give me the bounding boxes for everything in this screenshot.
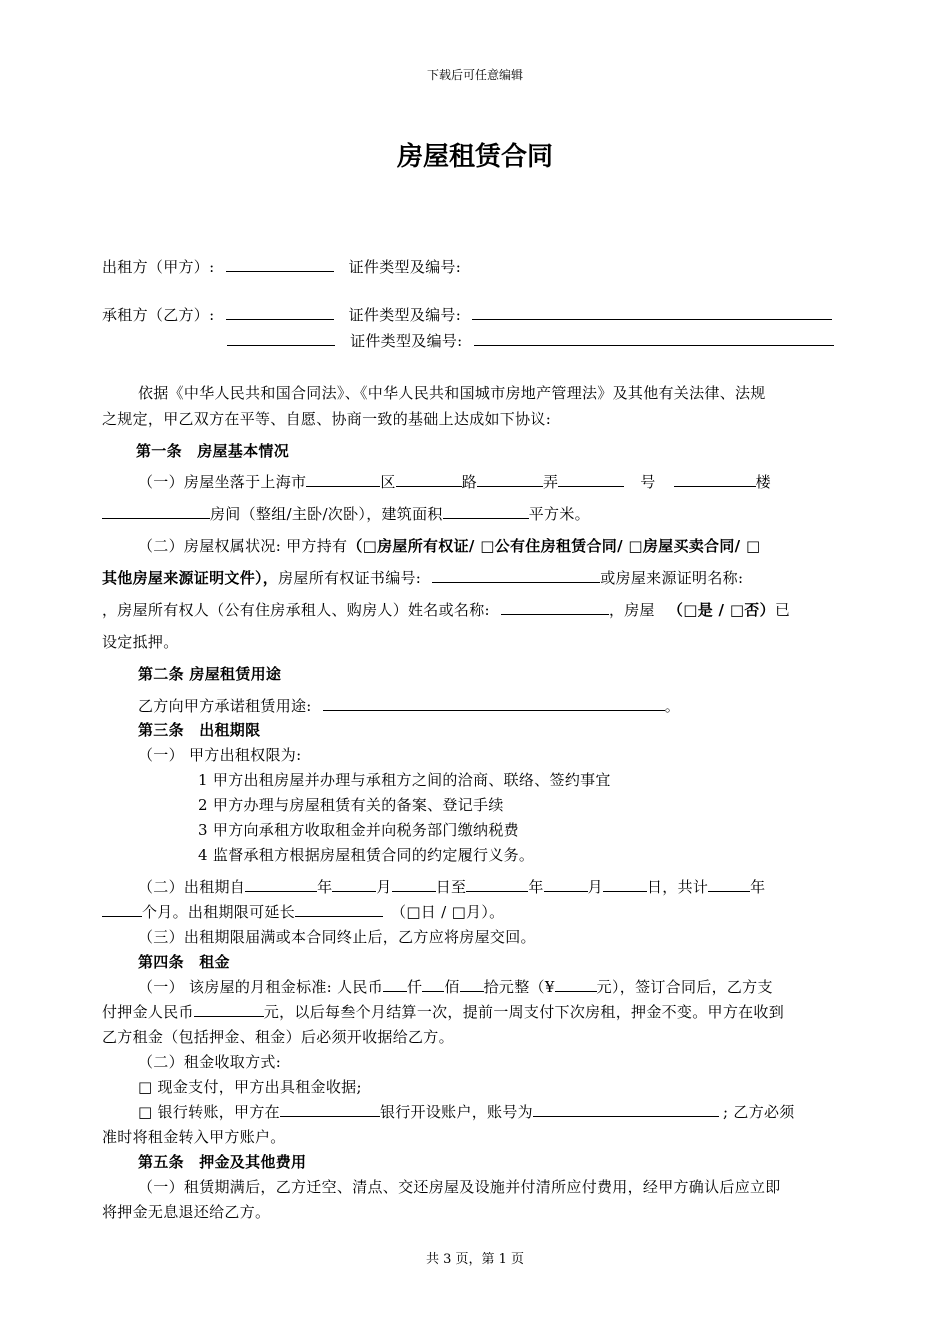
amount-blank [555, 978, 597, 992]
art4-p1-line1 [138, 976, 773, 997]
art1-p1 [138, 471, 771, 492]
text: 年 [317, 878, 333, 896]
text: 已 [774, 601, 791, 619]
lessee-id-blank [472, 306, 832, 320]
article-5-heading: 第五条 押金及其他费用 [138, 1153, 307, 1171]
usage-blank [323, 697, 665, 711]
lessee2-id-label: 证件类型及编号: [350, 332, 463, 350]
lessee2-blank [227, 332, 335, 346]
art4-opt2b: 准时将租金转入甲方账户。 [102, 1128, 286, 1146]
text: 元，以后每叁个月结算一次，提前一周支付下次房租，押金不变。甲方在收到 [263, 1003, 785, 1021]
text: 付押金人民币 [102, 1003, 194, 1021]
text: （□日 / □月）。 [391, 903, 505, 921]
text: □ 银行转账，甲方在 [138, 1103, 280, 1121]
text: 区 [380, 473, 396, 491]
text: 。 [664, 697, 681, 715]
district-blank [306, 473, 380, 487]
bank-blank [280, 1103, 380, 1117]
article-1-heading: 第一条 房屋基本情况 [136, 442, 290, 460]
intro-line1: 依据《中华人民共和国合同法》、《中华人民共和国城市房地产管理法》及其他有关法律、法规 [138, 384, 766, 402]
text: （□是 / □否） [667, 601, 775, 619]
art3-sub3: （三）出租期限届满或本合同终止后，乙方应将房屋交回。 [138, 928, 536, 946]
lessee-blank [226, 306, 334, 320]
deposit-blank [194, 1003, 264, 1017]
art4-p1-line2 [102, 1001, 784, 1022]
text: 元），签订合同后，乙方支 [596, 978, 773, 996]
text: 房屋所有权证书编号: [278, 569, 422, 587]
art5-line1: （一）租赁期满后，乙方迁空、清点、交还房屋及设施并付清所应付费用，经甲方确认后应立即 [138, 1178, 781, 1196]
text: ，房屋 [608, 601, 655, 619]
ten-blank [460, 978, 484, 992]
text: （□房屋所有权证/ □公有住房租赁合同/ □房屋买卖合同/ □ [347, 537, 761, 555]
cert-no-blank [432, 569, 600, 583]
text: 拾元整（¥ [483, 978, 555, 996]
lessor-label: 出租方（甲方）: [102, 258, 215, 276]
owner-blank [501, 601, 609, 615]
art1-p2-line1 [138, 535, 760, 556]
page-footer: 共 3 页，第 1 页 [425, 1252, 525, 1267]
art3-item: 2 甲方办理与房屋租赁有关的备案、登记手续 [198, 796, 504, 814]
art4-p1-line3: 乙方租金（包括押金、租金）后必须开收据给乙方。 [102, 1028, 454, 1046]
floor-blank [674, 473, 756, 487]
end-day-blank [603, 878, 647, 892]
text: 银行开设账户，账号为 [379, 1103, 533, 1121]
text: 月 [376, 878, 392, 896]
text: 年 [750, 878, 766, 896]
art1-p1b [102, 503, 590, 524]
lessee2-line [227, 330, 834, 351]
lessor-id-label: 证件类型及编号: [348, 258, 462, 276]
text: 房间（整组/主卧/次卧），建筑面积 [210, 505, 443, 523]
art5-line2: 将押金无息退还给乙方。 [102, 1203, 271, 1221]
header-note: 下载后可任意编辑 [426, 68, 523, 82]
text: 平方米。 [528, 505, 590, 523]
art1-p2-line3 [102, 599, 790, 620]
start-year-blank [245, 878, 317, 892]
start-day-blank [392, 878, 436, 892]
text: （二）出租期自 [138, 878, 246, 896]
lessee-label: 承租方（乙方）: [102, 306, 215, 324]
area-blank [443, 505, 529, 519]
art3-sub1: （一） 甲方出租权限为: [138, 746, 302, 764]
lane-blank [477, 473, 543, 487]
start-month-blank [332, 878, 376, 892]
extend-blank [295, 903, 383, 917]
article-3-heading: 第三条 出租期限 [138, 721, 261, 739]
text: 弄 [542, 473, 559, 491]
text: ，房屋所有权人（公有住房承租人、购房人）姓名或名称: [102, 601, 490, 619]
hundred-blank [422, 978, 444, 992]
text: 其他房屋来源证明文件）， [102, 569, 279, 587]
road-blank [396, 473, 462, 487]
art3-sub2b [102, 901, 504, 922]
art2-line [138, 695, 680, 716]
account-blank [533, 1103, 719, 1117]
room-blank [102, 505, 210, 519]
intro-line2: 之规定，甲乙双方在平等、自愿、协商一致的基础上达成如下协议: [102, 410, 552, 428]
art3-sub2 [138, 876, 765, 897]
art4-opt1: □ 现金支付，甲方出具租金收据; [138, 1078, 362, 1096]
no-blank [558, 473, 624, 487]
art4-p2: （二）租金收取方式: [138, 1053, 282, 1071]
lessor-blank [226, 258, 334, 272]
art1-p2-line2 [102, 567, 743, 588]
article-2-heading: 第二条 房屋租赁用途 [138, 665, 282, 683]
text: （一）房屋坐落于上海市 [138, 473, 307, 491]
thousand-blank [383, 978, 407, 992]
text: 日，共计 [646, 878, 709, 896]
text: 佰 [444, 978, 460, 996]
lessee-id-label: 证件类型及编号: [348, 306, 462, 324]
text: 个月。出租期限可延长 [142, 903, 296, 921]
art1-p2-line4: 设定抵押。 [102, 633, 179, 651]
total-month-blank [102, 903, 142, 917]
end-year-blank [466, 878, 528, 892]
text: 乙方向甲方承诺租赁用途: [138, 697, 312, 715]
document-title: 房屋租赁合同 [396, 142, 553, 172]
art3-item: 3 甲方向承租方收取租金并向税务部门缴纳税费 [198, 821, 519, 839]
lessee2-id-blank [474, 332, 834, 346]
art3-item: 1 甲方出租房屋并办理与承租方之间的洽商、联络、签约事宜 [198, 771, 611, 789]
text: （二）房屋权属状况: 甲方持有 [138, 537, 348, 555]
text: 年 [528, 878, 544, 896]
text: 路 [461, 473, 477, 491]
lessee-line [102, 304, 832, 325]
text: 日至 [435, 878, 467, 896]
text: 或房屋来源证明名称: [600, 569, 744, 587]
art4-opt2 [138, 1101, 795, 1122]
text: 仟 [407, 978, 423, 996]
art3-item: 4 监督承租方根据房屋租赁合同的约定履行义务。 [198, 846, 535, 864]
end-month-blank [544, 878, 588, 892]
article-4-heading: 第四条 租金 [138, 953, 230, 971]
text: 楼 [755, 473, 771, 491]
text: （一） 该房屋的月租金标准: 人民币 [138, 978, 383, 996]
text: ; 乙方必须 [722, 1103, 795, 1121]
total-year-blank [708, 878, 750, 892]
lessor-line [102, 256, 461, 277]
text: 号 [640, 473, 656, 491]
text: 月 [587, 878, 603, 896]
